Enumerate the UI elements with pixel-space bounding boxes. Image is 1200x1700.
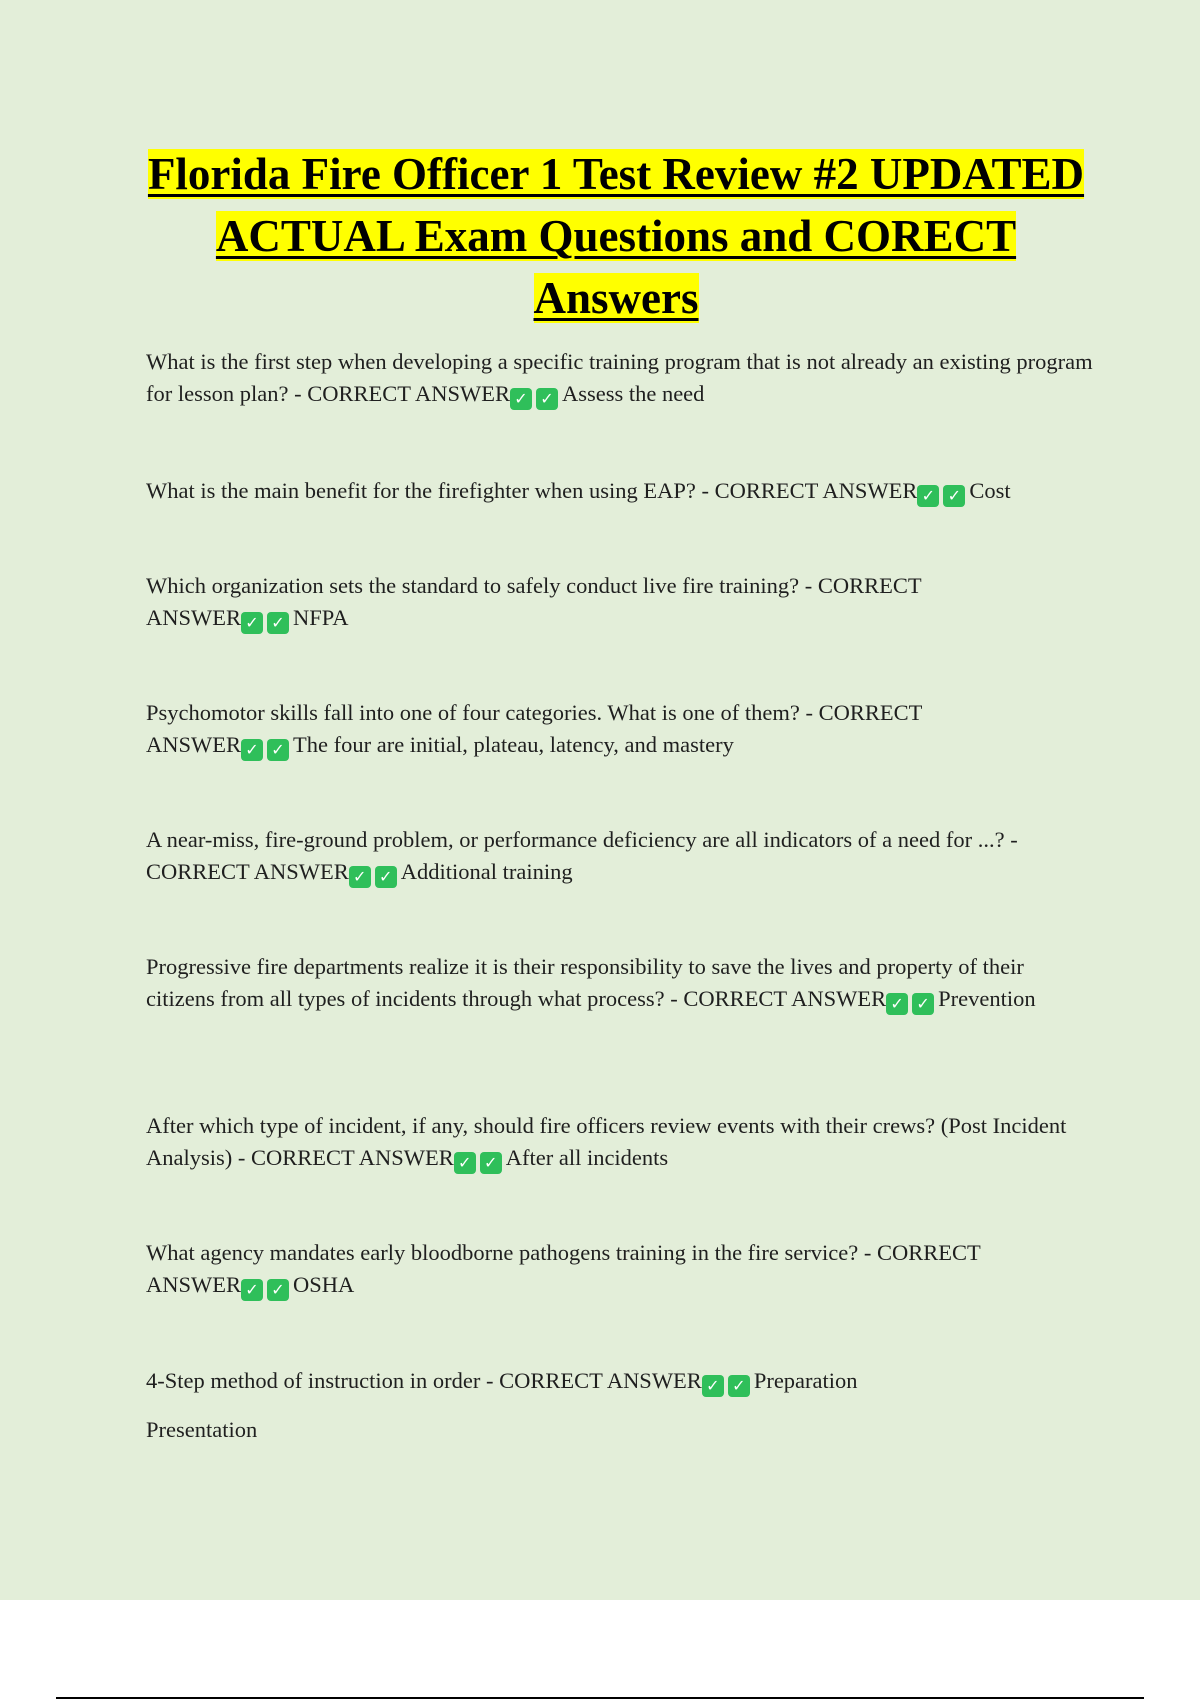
answer-text: Assess the need: [561, 381, 705, 406]
check-mark-icon: ✓: [349, 866, 371, 888]
check-mark-icon: ✓: [480, 1152, 502, 1174]
answer-marker: - CORRECT ANSWER: [485, 1368, 702, 1393]
check-mark-icon: ✓: [375, 866, 397, 888]
answer-text: OSHA: [293, 1272, 355, 1297]
question-text: A near-miss, fire-ground problem, or performance deficiency are all indicators of a need for ...?: [146, 827, 1005, 852]
answer-marker: - CORRECT ANSWER: [237, 1145, 454, 1170]
check-mark-icon: ✓: [267, 739, 289, 761]
title-highlight: Florida Fire Officer 1 Test Review #2 UPDATED ACTUAL Exam Questions and CORECT Answers: [147, 149, 1085, 323]
answer-text: NFPA: [293, 605, 349, 630]
footer-rule: [56, 1697, 1144, 1699]
check-mark-icon: ✓: [536, 388, 558, 410]
qa-item: [146, 951, 1071, 1015]
qa-item: [146, 570, 996, 634]
answer-marker: - CORRECT ANSWER: [701, 478, 918, 503]
document-title: [140, 143, 1092, 329]
check-mark-icon: ✓: [912, 993, 934, 1015]
answer-marker: - CORRECT ANSWER: [294, 381, 510, 406]
qa-item: [146, 1237, 1071, 1301]
question-text: Progressive fire departments realize it is their responsibility to save the lives and property of their citizens from all types of incidents through what process?: [146, 954, 1024, 1011]
answer-marker: - CORRECT ANSWER: [146, 1240, 981, 1297]
check-mark-icon: ✓: [267, 1279, 289, 1301]
question-text: After which type of incident, if any, should fire officers review events with their crews? (Post Incident Analysis): [146, 1113, 1067, 1170]
answer-continuation: Presentation: [146, 1417, 258, 1442]
answer-text: Prevention: [938, 986, 1036, 1011]
question-text: What is the first step when developing a specific training program that is not already an existing program for lesson plan?: [146, 349, 1093, 406]
check-mark-icon: ✓: [943, 485, 965, 507]
check-mark-icon: ✓: [267, 612, 289, 634]
qa-item: [146, 697, 996, 761]
question-text: 4-Step method of instruction in order: [146, 1368, 481, 1393]
question-text: Psychomotor skills fall into one of four categories. What is one of them?: [146, 700, 800, 725]
qa-item: [146, 475, 1146, 507]
answer-text: Preparation: [753, 1368, 858, 1393]
answer-marker: - CORRECT ANSWER: [146, 827, 1018, 884]
question-text: Which organization sets the standard to safely conduct live fire training?: [146, 573, 800, 598]
qa-item: [146, 824, 1106, 888]
qa-item: [146, 346, 1096, 410]
check-mark-icon: ✓: [702, 1375, 724, 1397]
check-mark-icon: ✓: [917, 485, 939, 507]
answer-marker: - CORRECT ANSWER: [670, 986, 887, 1011]
answer-text: The four are initial, plateau, latency, and mastery: [293, 732, 734, 757]
check-mark-icon: ✓: [241, 1279, 263, 1301]
answer-marker: - CORRECT ANSWER: [146, 573, 922, 630]
question-text: What is the main benefit for the firefighter when using EAP?: [146, 478, 696, 503]
question-text: What agency mandates early bloodborne pathogens training in the fire service?: [146, 1240, 859, 1265]
check-mark-icon: ✓: [241, 612, 263, 634]
answer-text: Cost: [969, 478, 1011, 503]
answer-marker: - CORRECT ANSWER: [146, 700, 922, 757]
qa-item: [146, 1110, 1106, 1174]
qa-item: [146, 1365, 1106, 1397]
answer-text: After all incidents: [505, 1145, 669, 1170]
check-mark-icon: ✓: [510, 388, 532, 410]
check-mark-icon: ✓: [728, 1375, 750, 1397]
answer-text: Additional training: [400, 859, 573, 884]
check-mark-icon: ✓: [886, 993, 908, 1015]
check-mark-icon: ✓: [241, 739, 263, 761]
check-mark-icon: ✓: [454, 1152, 476, 1174]
